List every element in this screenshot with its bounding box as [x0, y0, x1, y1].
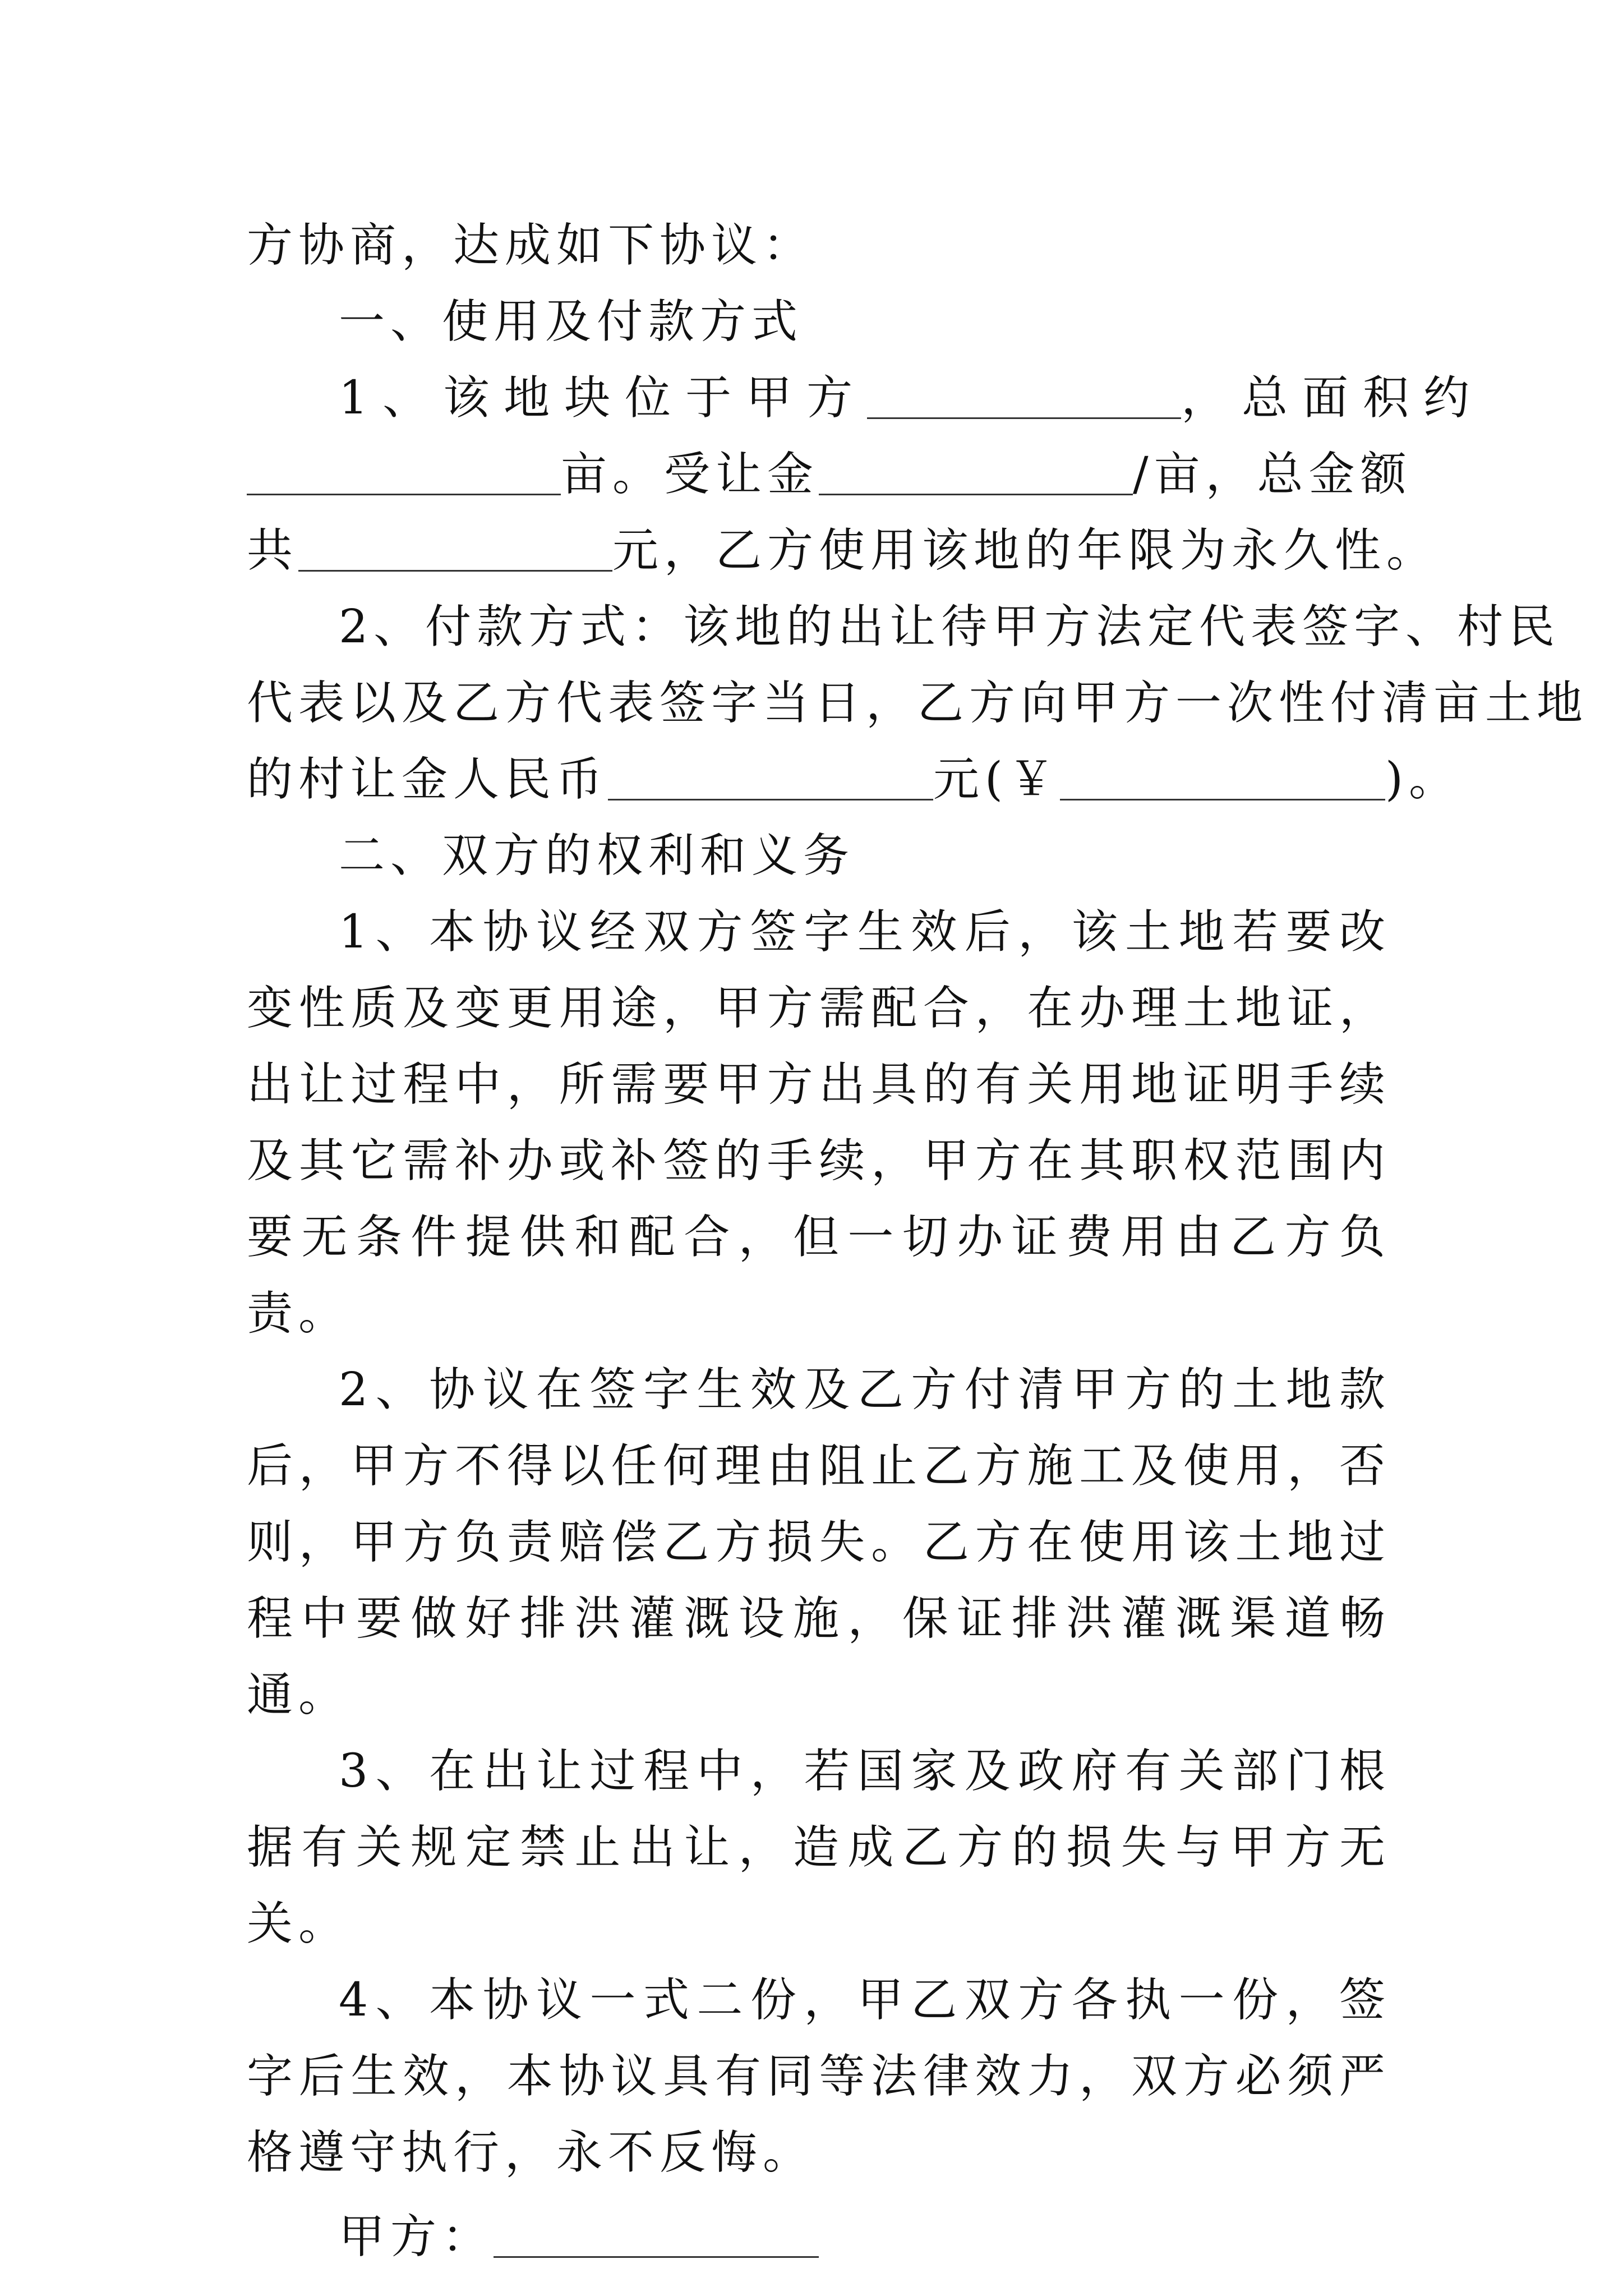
- clause-location-text-2: ，总面积约: [1181, 371, 1484, 425]
- section-heading-usage-payment: 一、使用及付款方式: [339, 295, 804, 348]
- signature-party-a-label: 甲方：: [339, 2210, 494, 2263]
- signature-party-a: [247, 2199, 1391, 2275]
- clause-rights-1: 1、本协议经双方签字生效后，该土地若要改变性质及变更用途，甲方需配合，在办理土地证，出让过程中，所需要甲方出具的有关用地证明手续及其它需补办或补签的手续，甲方在其职权范围内要无条件提供和配合，但一切办证费用由乙方负责。: [247, 905, 1391, 1340]
- clause-payment-line-3: [247, 742, 1461, 818]
- clause-payment-line-1: 2、付款方式：该地的出让待甲方法定代表签字、村民: [339, 600, 1561, 654]
- blank-price-per-mu: [819, 452, 1133, 495]
- blank-rmb-amount: [608, 757, 933, 800]
- clause-rights-4: 4、本协议一式二份，甲乙双方各执一份，签字后生效，本协议具有同等法律效力，双方必须严格遵守执行，永不反悔。: [247, 1973, 1391, 2179]
- document-body: [247, 208, 1589, 2275]
- blank-location: [867, 376, 1181, 419]
- blank-area: [247, 452, 561, 495]
- blank-total-amount: [298, 528, 612, 572]
- clause-location-line-1: [247, 360, 1484, 436]
- clause-payment-line-2: 代表以及乙方代表签字当日，乙方向甲方一次性付清亩土地: [247, 677, 1589, 730]
- clause-payment-text-a: 的村让金人民币: [247, 753, 608, 806]
- clause-location-text-6: 元，乙方使用该地的年限为永久性。: [612, 524, 1438, 577]
- blank-yuan-figure: [1060, 757, 1385, 800]
- blank-party-a-signature: [494, 2215, 819, 2258]
- clause-location-line-2: [247, 436, 1412, 513]
- section-heading-rights-obligations: 二、双方的权利和义务: [339, 829, 855, 882]
- clause-location-text-5: 共: [247, 524, 299, 577]
- clause-rights-2: 2、协议在签字生效及乙方付清甲方的土地款后，甲方不得以任何理由阻止乙方施工及使用，否则，甲方负责赔偿乙方损失。乙方在使用该土地过程中要做好排洪灌溉设施，保证排洪灌溉渠道畅通。: [247, 1363, 1391, 1722]
- clause-rights-3: 3、在出让过程中，若国家及政府有关部门根据有关规定禁止出让，造成乙方的损失与甲方无关。: [247, 1745, 1391, 1950]
- clause-location-text-4: /亩，总金额: [1133, 448, 1412, 501]
- clause-payment: [247, 589, 1589, 818]
- clause-location-text-3: 亩。受让金: [561, 448, 819, 501]
- intro-line: 方协商，达成如下协议：: [247, 219, 815, 272]
- clause-location-text-1: 1、该地块位于甲方: [339, 371, 868, 425]
- clause-payment-text-b: 元(￥: [933, 753, 1061, 806]
- clause-location-line-3: [247, 513, 1438, 589]
- clause-payment-text-c: )。: [1385, 753, 1461, 806]
- clause-location-area: [247, 360, 1484, 589]
